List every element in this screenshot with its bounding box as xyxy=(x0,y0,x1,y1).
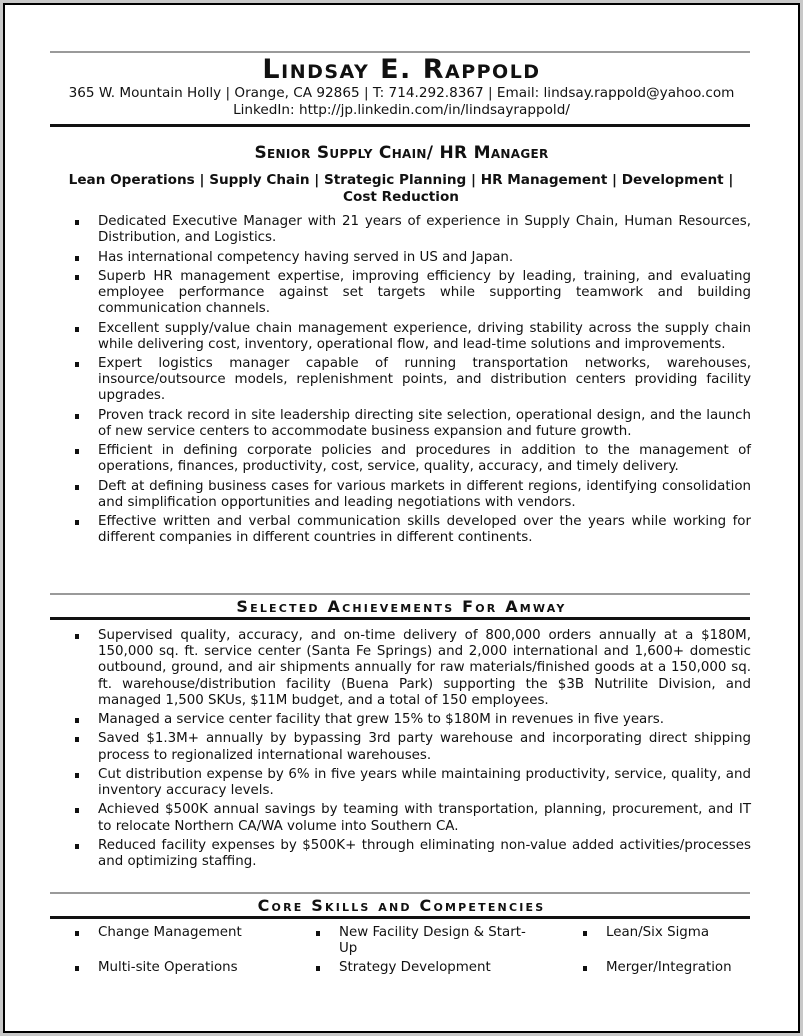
summary-item: Excellent supply/value chain management experience, driving stability across the supply chain while delivering cost, inventory, operational flow, and lead-time solutions and improvements. xyxy=(75,321,751,353)
bullet-icon xyxy=(316,931,320,936)
bullet-icon xyxy=(75,737,79,742)
achievement-item: Achieved $500K annual savings by teaming with transportation, planning, procurement, and IT to relocate Northern CA/WA volume into Southern CA. xyxy=(75,802,751,834)
achievement-item: Saved $1.3M+ annually by bypassing 3rd party warehouse and incorporating direct shipping process to regionalized international warehouses. xyxy=(75,731,751,763)
achievements-top-divider xyxy=(50,593,750,595)
bullet-icon xyxy=(75,844,79,849)
skills-bottom-divider xyxy=(50,916,750,919)
achievement-item: Managed a service center facility that grew 15% to $180M in revenues in five years. xyxy=(75,712,751,728)
candidate-name: Lindsay E. Rappold xyxy=(262,54,541,85)
header-divider xyxy=(50,124,750,127)
linkedin-line: LinkedIn: http://jp.linkedin.com/in/lindsayrappold/ xyxy=(233,102,570,118)
bullet-icon xyxy=(75,362,79,367)
bullet-icon xyxy=(75,485,79,490)
achievement-item: Supervised quality, accuracy, and on-time delivery of 800,000 orders annually at a $180M, 150,000 sq. ft. service center (Santa Fe Springs) and 2,000 international and 1,600+ domestic outbound, ground, and air shipments annually for raw materials/finished goods at a 150,000 sq. ft. warehouse/distribution facility (Buena Park) supporting the $3B Nutrilite Division, and managed 1,500 SKUs, $11M budget, and a total of 150 employees. xyxy=(75,628,751,709)
bullet-icon xyxy=(316,966,320,971)
top-divider xyxy=(50,51,750,53)
summary-item: Expert logistics manager capable of running transportation networks, warehouses, insource/outsource models, replenishment points, and distribution centers providing facility upgrades. xyxy=(75,356,751,405)
skill-item: Strategy Development xyxy=(316,960,529,976)
achievement-item: Cut distribution expense by 6% in five years while maintaining productivity, service, quality, and inventory accuracy levels. xyxy=(75,767,751,799)
job-title: Senior Supply Chain/ HR Manager xyxy=(254,143,549,163)
achievements-bottom-divider xyxy=(50,617,750,620)
keywords-line: Lean Operations | Supply Chain | Strategic Planning | HR Management | Development | Cost Reduction xyxy=(68,172,734,205)
achievements-heading: Selected Achievements For Amway xyxy=(236,597,567,616)
bullet-icon xyxy=(75,931,79,936)
skill-item: New Facility Design & Start-Up xyxy=(316,925,529,957)
bullet-icon xyxy=(75,808,79,813)
skill-item: Merger/Integration xyxy=(583,960,776,976)
summary-item: Dedicated Executive Manager with 21 years of experience in Supply Chain, Human Resources, Distribution, and Logistics. xyxy=(75,214,751,246)
bullet-icon xyxy=(75,449,79,454)
summary-item: Effective written and verbal communication skills developed over the years while working for different companies in different countries in different continents. xyxy=(75,514,751,546)
summary-item: Proven track record in site leadership directing site selection, operational design, and the launch of new service centers to accommodate business expansion and future growth. xyxy=(75,408,751,440)
summary-item: Superb HR management expertise, improving efficiency by leading, training, and evaluating employee performance against set targets while supporting teamwork and building communication channels. xyxy=(75,269,751,318)
bullet-icon xyxy=(75,275,79,280)
bullet-icon xyxy=(75,256,79,261)
skill-item: Change Management xyxy=(75,925,288,941)
bullet-icon xyxy=(75,327,79,332)
skills-top-divider xyxy=(50,892,750,894)
skill-item: Lean/Six Sigma xyxy=(583,925,776,941)
summary-item: Efficient in defining corporate policies and procedures in addition to the management of operations, finances, productivity, cost, service, quality, accuracy, and timely delivery. xyxy=(75,443,751,475)
bullet-icon xyxy=(583,966,587,971)
bullet-icon xyxy=(75,718,79,723)
contact-line: 365 W. Mountain Holly | Orange, CA 92865 | T: 714.292.8367 | Email: lindsay.rappold@yahoo.com xyxy=(68,85,735,101)
summary-item: Has international competency having served in US and Japan. xyxy=(75,250,751,266)
achievement-item: Reduced facility expenses by $500K+ through eliminating non-value added activities/processes and optimizing staffing. xyxy=(75,838,751,870)
bullet-icon xyxy=(75,414,79,419)
bullet-icon xyxy=(75,220,79,225)
bullet-icon xyxy=(75,520,79,525)
bullet-icon xyxy=(75,634,79,639)
summary-item: Deft at defining business cases for various markets in different regions, identifying consolidation and simplification opportunities and leading negotiations with vendors. xyxy=(75,479,751,511)
achievements-list xyxy=(75,628,751,873)
skills-heading: Core Skills and Competencies xyxy=(257,896,546,915)
bullet-icon xyxy=(75,773,79,778)
bullet-icon xyxy=(583,931,587,936)
bullet-icon xyxy=(75,966,79,971)
skill-item: Multi-site Operations xyxy=(75,960,288,976)
summary-list xyxy=(75,214,751,550)
